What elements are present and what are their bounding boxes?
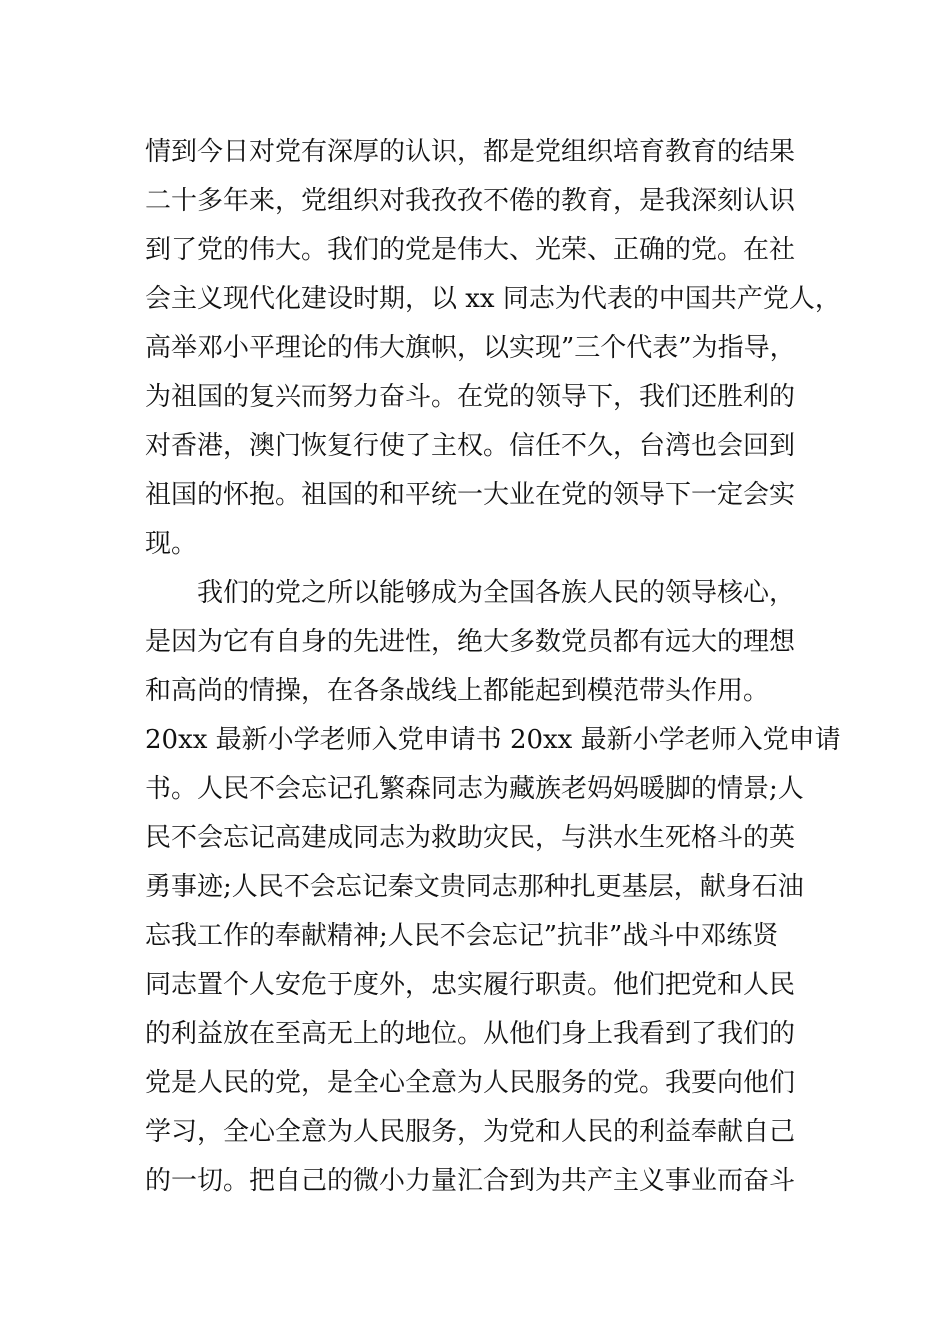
- text-line: 祖国的怀抱。祖国的和平统一大业在党的领导下一定会实: [145, 480, 796, 510]
- text-line: 党是人民的党，是全心全意为人民服务的党。我要向他们: [145, 1068, 796, 1098]
- text-line: 的利益放在至高无上的地位。从他们身上我看到了我们的: [145, 1019, 796, 1049]
- text-line: 勇事迹;人民不会忘记秦文贵同志那种扎更基层，献身石油: [145, 872, 804, 902]
- text-line: 同志置个人安危于度外，忠实履行职责。他们把党和人民: [145, 970, 796, 1000]
- text-line: 20xx 最新小学老师入党申请书 20xx 最新小学老师入党申请: [145, 725, 841, 755]
- text-line: 的一切。把自己的微小力量汇合到为共产主义事业而奋斗: [145, 1166, 796, 1196]
- text-line: 二十多年来，党组织对我孜孜不倦的教育，是我深刻认识: [145, 186, 796, 216]
- paragraph-first-line: 我们的党之所以能够成为全国各族人民的领导核心，: [197, 578, 796, 608]
- text-line: 现。: [145, 529, 198, 559]
- text-line: 到了党的伟大。我们的党是伟大、光荣、正确的党。在社: [145, 235, 796, 265]
- body-text: [145, 128, 841, 1206]
- text-line: 学习，全心全意为人民服务，为党和人民的利益奉献自己: [145, 1117, 796, 1147]
- text-line: 书。人民不会忘记孔繁森同志为藏族老妈妈暖脚的情景;人: [145, 774, 804, 804]
- text-line: 为祖国的复兴而努力奋斗。在党的领导下，我们还胜利的: [145, 382, 796, 412]
- text-line: 民不会忘记高建成同志为救助灾民，与洪水生死格斗的英: [145, 823, 796, 853]
- text-line: 高举邓小平理论的伟大旗帜，以实现”三个代表”为指导，: [145, 333, 796, 363]
- text-line: 情到今日对党有深厚的认识，都是党组织培育教育的结果: [145, 137, 796, 167]
- text-line: 忘我工作的奉献精神;人民不会忘记”抗非”战斗中邓练贤: [145, 921, 779, 951]
- text-line: 和高尚的情操，在各条战线上都能起到模范带头作用。: [145, 676, 770, 706]
- text-line: 会主义现代化建设时期，以 xx 同志为代表的中国共产党人，: [145, 284, 841, 314]
- text-line: 是因为它有自身的先进性，绝大多数党员都有远大的理想: [145, 627, 796, 657]
- text-line: 对香港，澳门恢复行使了主权。信任不久，台湾也会回到: [145, 431, 796, 461]
